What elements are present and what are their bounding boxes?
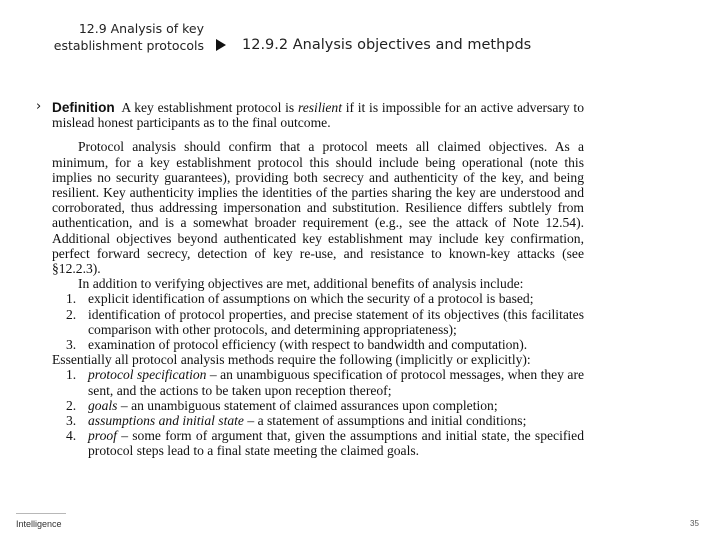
subsection-title: 12.9.2 Analysis objectives and methpds xyxy=(242,37,532,53)
item-term: proof xyxy=(88,428,117,444)
definition-text-post: if it is impossible for an active adversary to mislead honest participants as to the final outcome. xyxy=(52,100,585,131)
page-number: 35 xyxy=(690,519,699,528)
item-text: explicit identification of assumptions on which the security of a protocol is based; xyxy=(88,291,534,307)
item-term: protocol specification xyxy=(88,367,207,383)
definition-label: Definition xyxy=(52,100,115,115)
item-text: – some form of argument that, given the assumptions and initial state, the specified protocol steps lead to a final state meeting the claimed goals. xyxy=(88,428,584,459)
item-number: 2. xyxy=(66,306,77,322)
list-item xyxy=(66,337,584,353)
item-number: 4. xyxy=(66,428,77,444)
footer-text: Intelligence xyxy=(16,519,62,529)
list-item xyxy=(66,428,584,459)
benefits-list xyxy=(52,291,584,352)
list-item xyxy=(66,291,584,307)
item-term: assumptions and initial state xyxy=(88,413,244,429)
chevron-right-icon: › xyxy=(36,99,42,114)
footer-divider xyxy=(16,513,66,514)
item-text: – a statement of assumptions and initial conditions; xyxy=(243,413,527,429)
scanned-text-block xyxy=(52,100,584,459)
requirements-intro: Essentially all protocol analysis methods require the following (implicitly or explicitly): xyxy=(52,352,531,368)
item-text: examination of protocol efficiency (with respect to bandwidth and computation). xyxy=(88,337,528,353)
item-text: – an unambiguous statement of claimed assurances upon completion; xyxy=(117,397,498,413)
list-item xyxy=(66,306,584,337)
definition-text-pre: A key establishment protocol is xyxy=(121,100,298,115)
section-title: 12.9 Analysis of key establishment protocols xyxy=(53,21,204,53)
item-text: identification of protocol properties, and precise statement of its objectives (this facilitates comparison with other protocols, and determining appropriateness); xyxy=(88,306,584,337)
item-number: 3. xyxy=(66,337,77,353)
item-number: 1. xyxy=(66,291,77,307)
item-term: goals xyxy=(88,397,118,413)
item-number: 2. xyxy=(66,397,77,413)
item-number: 3. xyxy=(66,413,77,429)
definition-term: resilient xyxy=(297,100,342,115)
requirements-list xyxy=(52,367,584,458)
analysis-paragraph: Protocol analysis should confirm that a protocol meets all claimed objectives. As a minimum, for a key establishment protocol this should include being operational (note this implies no security guarantees), providing both secrecy and authenticity of the key, and being resilient. Key authenticity implies the identities of the parties sharing the key are understood and corroborated, thus addressing impersonation and substitution. Resilience differs subtlely from authentication, and is a somewhat broader requirement (e.g., see the attack of Note 12.54). Additional objectives beyond authenticated key establishment may include key confirmation, perfect forward secrecy, detection of key re-use, and resistance to known-key attacks (see §12.2.3). xyxy=(52,139,584,277)
benefits-intro: In addition to verifying objectives are met, additional benefits of analysis include: xyxy=(78,276,524,292)
list-item xyxy=(66,367,585,398)
play-triangle-icon xyxy=(216,39,226,51)
list-item xyxy=(66,413,584,429)
definition-paragraph xyxy=(52,100,584,130)
item-text: – an unambiguous specification of protocol messages, when they are sent, and the actions to be taken upon reception thereof; xyxy=(88,367,585,398)
list-item xyxy=(66,397,584,413)
item-number: 1. xyxy=(66,367,77,383)
